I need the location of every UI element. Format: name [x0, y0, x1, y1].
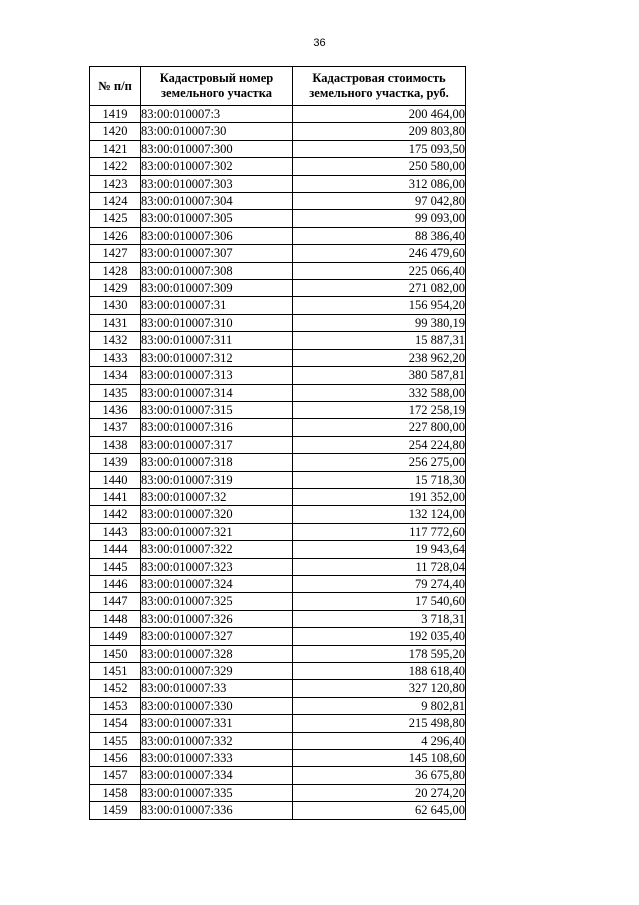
- table-row: [90, 802, 466, 819]
- row-number: 1434: [90, 367, 141, 384]
- row-number: 1430: [90, 297, 141, 314]
- row-number: 1439: [90, 454, 141, 471]
- row-number: 1436: [90, 401, 141, 418]
- row-number: 1447: [90, 593, 141, 610]
- table-row: [90, 384, 466, 401]
- table-row: [90, 767, 466, 784]
- cadastral-number: 83:00:010007:317: [141, 436, 293, 453]
- cadastral-number: 83:00:010007:31: [141, 297, 293, 314]
- cadastral-number: 83:00:010007:33: [141, 680, 293, 697]
- table-row: [90, 680, 466, 697]
- row-number: 1426: [90, 227, 141, 244]
- cadastral-value: 327 120,80: [293, 680, 466, 697]
- cadastral-number: 83:00:010007:313: [141, 367, 293, 384]
- cadastral-number: 83:00:010007:324: [141, 575, 293, 592]
- cadastral-value: 156 954,20: [293, 297, 466, 314]
- cadastral-number: 83:00:010007:321: [141, 523, 293, 540]
- cadastral-number: 83:00:010007:312: [141, 349, 293, 366]
- table-row: [90, 401, 466, 418]
- table-header-row: [90, 67, 466, 106]
- cadastral-value: 380 587,81: [293, 367, 466, 384]
- table-row: [90, 523, 466, 540]
- cadastral-value: 20 274,20: [293, 784, 466, 801]
- row-number: 1458: [90, 784, 141, 801]
- cadastral-number: 83:00:010007:327: [141, 628, 293, 645]
- cadastral-value: 97 042,80: [293, 193, 466, 210]
- cadastral-number: 83:00:010007:314: [141, 384, 293, 401]
- cadastral-value: 15 887,31: [293, 332, 466, 349]
- cadastral-value: 254 224,80: [293, 436, 466, 453]
- cadastral-table: [89, 66, 466, 820]
- cadastral-value: 132 124,00: [293, 506, 466, 523]
- table-row: [90, 628, 466, 645]
- table-row: [90, 645, 466, 662]
- cadastral-number: 83:00:010007:335: [141, 784, 293, 801]
- cadastral-number: 83:00:010007:309: [141, 280, 293, 297]
- table-row: [90, 193, 466, 210]
- table-row: [90, 784, 466, 801]
- cadastral-number: 83:00:010007:333: [141, 750, 293, 767]
- header-cadastral-number: Кадастровый номер земельного участка: [141, 67, 293, 106]
- table-row: [90, 227, 466, 244]
- cadastral-number: 83:00:010007:308: [141, 262, 293, 279]
- cadastral-value: 192 035,40: [293, 628, 466, 645]
- row-number: 1456: [90, 750, 141, 767]
- cadastral-value: 178 595,20: [293, 645, 466, 662]
- cadastral-value: 117 772,60: [293, 523, 466, 540]
- cadastral-value: 3 718,31: [293, 610, 466, 627]
- table-row: [90, 280, 466, 297]
- cadastral-number: 83:00:010007:305: [141, 210, 293, 227]
- row-number: 1444: [90, 541, 141, 558]
- cadastral-number: 83:00:010007:315: [141, 401, 293, 418]
- cadastral-value: 62 645,00: [293, 802, 466, 819]
- cadastral-number: 83:00:010007:307: [141, 245, 293, 262]
- table-row: [90, 593, 466, 610]
- table-row: [90, 419, 466, 436]
- cadastral-value: 238 962,20: [293, 349, 466, 366]
- cadastral-number: 83:00:010007:325: [141, 593, 293, 610]
- cadastral-number: 83:00:010007:329: [141, 663, 293, 680]
- cadastral-number: 83:00:010007:30: [141, 123, 293, 140]
- cadastral-number: 83:00:010007:319: [141, 471, 293, 488]
- cadastral-value: 175 093,50: [293, 140, 466, 157]
- table-row: [90, 210, 466, 227]
- cadastral-value: 227 800,00: [293, 419, 466, 436]
- cadastral-value: 17 540,60: [293, 593, 466, 610]
- table-row: [90, 297, 466, 314]
- table-row: [90, 123, 466, 140]
- header-cadastral-value: Кадастровая стоимость земельного участка, руб.: [293, 67, 466, 106]
- table-row: [90, 575, 466, 592]
- cadastral-number: 83:00:010007:318: [141, 454, 293, 471]
- cadastral-number: 83:00:010007:32: [141, 488, 293, 505]
- row-number: 1452: [90, 680, 141, 697]
- cadastral-value: 200 464,00: [293, 106, 466, 123]
- table-row: [90, 436, 466, 453]
- cadastral-value: 225 066,40: [293, 262, 466, 279]
- row-number: 1459: [90, 802, 141, 819]
- row-number: 1454: [90, 715, 141, 732]
- row-number: 1440: [90, 471, 141, 488]
- table-row: [90, 314, 466, 331]
- cadastral-number: 83:00:010007:303: [141, 175, 293, 192]
- table-row: [90, 471, 466, 488]
- table-row: [90, 332, 466, 349]
- table-row: [90, 558, 466, 575]
- cadastral-number: 83:00:010007:316: [141, 419, 293, 436]
- cadastral-value: 188 618,40: [293, 663, 466, 680]
- row-number: 1441: [90, 488, 141, 505]
- row-number: 1446: [90, 575, 141, 592]
- row-number: 1437: [90, 419, 141, 436]
- row-number: 1451: [90, 663, 141, 680]
- cadastral-value: 250 580,00: [293, 158, 466, 175]
- cadastral-value: 88 386,40: [293, 227, 466, 244]
- header-number: № п/п: [90, 67, 141, 106]
- cadastral-value: 172 258,19: [293, 401, 466, 418]
- row-number: 1423: [90, 175, 141, 192]
- cadastral-value: 19 943,64: [293, 541, 466, 558]
- cadastral-number: 83:00:010007:310: [141, 314, 293, 331]
- cadastral-number: 83:00:010007:306: [141, 227, 293, 244]
- row-number: 1420: [90, 123, 141, 140]
- cadastral-value: 215 498,80: [293, 715, 466, 732]
- row-number: 1453: [90, 697, 141, 714]
- cadastral-value: 99 380,19: [293, 314, 466, 331]
- row-number: 1433: [90, 349, 141, 366]
- cadastral-value: 11 728,04: [293, 558, 466, 575]
- cadastral-number: 83:00:010007:328: [141, 645, 293, 662]
- cadastral-value: 246 479,60: [293, 245, 466, 262]
- row-number: 1455: [90, 732, 141, 749]
- table-row: [90, 663, 466, 680]
- row-number: 1428: [90, 262, 141, 279]
- cadastral-number: 83:00:010007:332: [141, 732, 293, 749]
- row-number: 1432: [90, 332, 141, 349]
- row-number: 1425: [90, 210, 141, 227]
- cadastral-value: 256 275,00: [293, 454, 466, 471]
- table-body: [90, 106, 466, 820]
- row-number: 1445: [90, 558, 141, 575]
- cadastral-value: 4 296,40: [293, 732, 466, 749]
- table-row: [90, 715, 466, 732]
- cadastral-value: 99 093,00: [293, 210, 466, 227]
- cadastral-number: 83:00:010007:311: [141, 332, 293, 349]
- cadastral-number: 83:00:010007:302: [141, 158, 293, 175]
- cadastral-number: 83:00:010007:336: [141, 802, 293, 819]
- cadastral-value: 15 718,30: [293, 471, 466, 488]
- row-number: 1419: [90, 106, 141, 123]
- row-number: 1457: [90, 767, 141, 784]
- table-row: [90, 349, 466, 366]
- table-row: [90, 541, 466, 558]
- row-number: 1427: [90, 245, 141, 262]
- cadastral-number: 83:00:010007:323: [141, 558, 293, 575]
- row-number: 1448: [90, 610, 141, 627]
- row-number: 1438: [90, 436, 141, 453]
- cadastral-number: 83:00:010007:320: [141, 506, 293, 523]
- table-row: [90, 158, 466, 175]
- row-number: 1421: [90, 140, 141, 157]
- cadastral-number: 83:00:010007:3: [141, 106, 293, 123]
- table-row: [90, 488, 466, 505]
- cadastral-value: 209 803,80: [293, 123, 466, 140]
- table-row: [90, 106, 466, 123]
- cadastral-value: 79 274,40: [293, 575, 466, 592]
- cadastral-value: 312 086,00: [293, 175, 466, 192]
- cadastral-number: 83:00:010007:334: [141, 767, 293, 784]
- cadastral-value: 145 108,60: [293, 750, 466, 767]
- row-number: 1429: [90, 280, 141, 297]
- cadastral-number: 83:00:010007:331: [141, 715, 293, 732]
- table-row: [90, 506, 466, 523]
- table-row: [90, 140, 466, 157]
- table-row: [90, 454, 466, 471]
- cadastral-value: 332 588,00: [293, 384, 466, 401]
- cadastral-number: 83:00:010007:304: [141, 193, 293, 210]
- cadastral-number: 83:00:010007:326: [141, 610, 293, 627]
- row-number: 1442: [90, 506, 141, 523]
- page-number: 36: [313, 37, 326, 49]
- cadastral-value: 271 082,00: [293, 280, 466, 297]
- row-number: 1431: [90, 314, 141, 331]
- table-row: [90, 697, 466, 714]
- cadastral-value: 191 352,00: [293, 488, 466, 505]
- row-number: 1449: [90, 628, 141, 645]
- table-row: [90, 245, 466, 262]
- cadastral-number: 83:00:010007:300: [141, 140, 293, 157]
- cadastral-value: 9 802,81: [293, 697, 466, 714]
- row-number: 1424: [90, 193, 141, 210]
- row-number: 1450: [90, 645, 141, 662]
- table-row: [90, 610, 466, 627]
- cadastral-number: 83:00:010007:322: [141, 541, 293, 558]
- table-row: [90, 175, 466, 192]
- table-row: [90, 750, 466, 767]
- row-number: 1422: [90, 158, 141, 175]
- table-row: [90, 367, 466, 384]
- cadastral-number: 83:00:010007:330: [141, 697, 293, 714]
- table-row: [90, 262, 466, 279]
- cadastral-value: 36 675,80: [293, 767, 466, 784]
- table-row: [90, 732, 466, 749]
- row-number: 1443: [90, 523, 141, 540]
- row-number: 1435: [90, 384, 141, 401]
